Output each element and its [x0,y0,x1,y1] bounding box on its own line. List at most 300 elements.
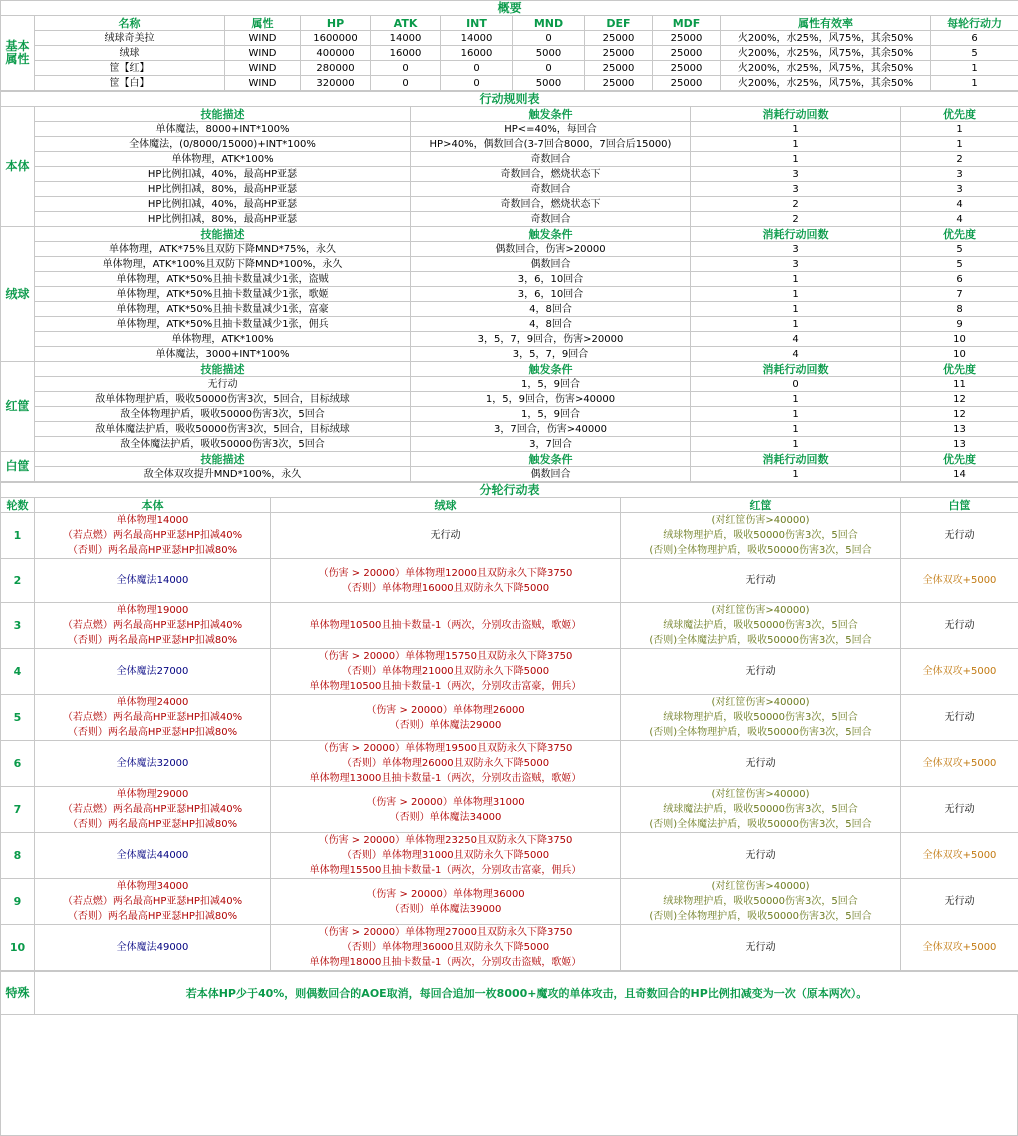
rules-cell: 敌全体魔法护盾，吸收50000伤害3次，5回合 [35,437,411,452]
cell: 0 [441,61,513,76]
rules-cell: 1 [691,407,901,422]
cell: 5000 [513,76,585,91]
action-line: （否则）单体魔法39000 [273,902,618,917]
red-basket-action-cell [621,741,901,787]
rules-cell: 1 [901,137,1018,152]
action-line: 全体双攻+5000 [903,848,1016,863]
rules-cell: 13 [901,437,1018,452]
round-row [1,695,1018,741]
rules-cell: 1 [691,272,901,287]
round-row [1,513,1018,559]
action-line: （否则）单体物理31000且双防永久下降5000 [273,848,618,863]
cell: 14000 [371,31,441,46]
action-line: 无行动 [273,528,618,543]
rules-cell: 偶数回合，伤害>20000 [411,242,691,257]
rules-cell: 敌单体物理护盾，吸收50000伤害3次，5回合，目标绒球 [35,392,411,407]
action-line: (对红筐伤害>40000) [623,879,898,894]
rules-cell: 单体物理，ATK*100%且双防下降MND*100%，永久 [35,257,411,272]
red-basket-action-cell [621,787,901,833]
action-line: （否则）两名最高HP亚瑟HP扣减80% [37,725,268,740]
action-line: （若点燃）两名最高HP亚瑟HP扣减40% [37,528,268,543]
action-line: （否则）两名最高HP亚瑟HP扣减80% [37,633,268,648]
rules-cell: 7 [901,287,1018,302]
action-line: 全体双攻+5000 [903,573,1016,588]
special-label: 特殊 [1,972,35,1015]
cell: 16000 [441,46,513,61]
action-line: 单体物理19000 [37,603,268,618]
rules-cell: 3 [691,182,901,197]
rules-cell: 13 [901,422,1018,437]
rules-cell: 3，5，7，9回合，伤害>20000 [411,332,691,347]
action-line: （否则）两名最高HP亚瑟HP扣减80% [37,817,268,832]
action-line: （否则）单体物理16000且双防永久下降5000 [273,581,618,596]
rules-header-cell: 技能描述 [35,227,411,242]
rules-cell: HP比例扣减，80%，最高HP亚瑟 [35,212,411,227]
cell: 火200%，水25%，风75%，其余50% [721,46,931,61]
action-line: 全体魔法14000 [37,573,268,588]
cell: 绒球 [35,46,225,61]
rules-cell: 3，7回合，伤害>40000 [411,422,691,437]
rules-row [1,212,1018,227]
rules-row [1,332,1018,347]
rules-cell: 1 [691,422,901,437]
action-line: 单体物理10500且抽卡数量-1（两次，分别攻击盗贼，歌姬） [273,618,618,633]
round-row [1,649,1018,695]
body-action-cell [35,925,271,971]
action-line: 单体物理13000且抽卡数量-1（两次，分别攻击盗贼，歌姬） [273,771,618,786]
rules-header-cell: 优先度 [901,227,1018,242]
round-number: 2 [1,559,35,603]
rules-cell: 奇数回合 [411,182,691,197]
round-number: 7 [1,787,35,833]
rounds-header-cell: 绒球 [271,498,621,513]
body-action-cell [35,603,271,649]
cell: 0 [371,76,441,91]
action-line: 全体双攻+5000 [903,756,1016,771]
cell: 0 [441,76,513,91]
cell: 1600000 [301,31,371,46]
rules-header-cell: 触发条件 [411,452,691,467]
rules-cell: 10 [901,332,1018,347]
rules-cell: 3，6，10回合 [411,272,691,287]
action-line: 无行动 [623,848,898,863]
rules-header-cell: 优先度 [901,362,1018,377]
rules-row [1,347,1018,362]
action-line: （否则）单体物理26000且双防永久下降5000 [273,756,618,771]
rules-cell: 敌全体物理护盾，吸收50000伤害3次，5回合 [35,407,411,422]
rules-cell: 4 [901,197,1018,212]
rules-header-row [1,362,1018,377]
overview-header-cell: MDF [653,16,721,31]
action-line: (否则)全体物理护盾，吸收50000伤害3次，5回合 [623,543,898,558]
rules-header-cell: 优先度 [901,452,1018,467]
action-line: (对红筐伤害>40000) [623,603,898,618]
rules-cell: 12 [901,407,1018,422]
body-action-cell [35,649,271,695]
rules-cell: 3 [691,257,901,272]
rules-cell: 1 [691,152,901,167]
rules-header-cell: 消耗行动回数 [691,107,901,122]
rules-row [1,302,1018,317]
puff-action-cell [271,925,621,971]
cell: 火200%，水25%，风75%，其余50% [721,76,931,91]
action-line: 绒球魔法护盾，吸收50000伤害3次，5回合 [623,618,898,633]
white-basket-action-cell [901,787,1018,833]
action-line: 绒球物理护盾，吸收50000伤害3次，5回合 [623,710,898,725]
action-line: 无行动 [623,573,898,588]
rules-header-row [1,227,1018,242]
rules-cell: 2 [691,197,901,212]
red-basket-action-cell [621,603,901,649]
cell: 0 [371,61,441,76]
cell: 25000 [653,76,721,91]
action-line: 单体物理34000 [37,879,268,894]
special-table [0,971,1018,1015]
rules-row [1,182,1018,197]
rules-header-row [1,452,1018,467]
body-action-cell [35,833,271,879]
white-basket-action-cell [901,833,1018,879]
rules-row [1,287,1018,302]
cell: 0 [513,31,585,46]
round-row [1,559,1018,603]
rules-cell: 8 [901,302,1018,317]
rules-cell: 1 [691,317,901,332]
action-line: （若点燃）两名最高HP亚瑟HP扣减40% [37,894,268,909]
overview-header-cell: ATK [371,16,441,31]
action-line: （若点燃）两名最高HP亚瑟HP扣减40% [37,710,268,725]
rules-row [1,272,1018,287]
action-line: 全体魔法49000 [37,940,268,955]
rules-row [1,377,1018,392]
rules-cell: 敌全体双攻提升MND*100%，永久 [35,467,411,482]
overview-row [1,76,1018,91]
rules-cell: 2 [901,152,1018,167]
rules-row [1,167,1018,182]
cell: 25000 [585,31,653,46]
round-number: 4 [1,649,35,695]
overview-header-cell: HP [301,16,371,31]
puff-action-cell [271,695,621,741]
cell: 1 [931,61,1018,76]
rules-cell: 5 [901,242,1018,257]
red-basket-action-cell [621,695,901,741]
rules-cell: 1 [691,437,901,452]
rules-row [1,467,1018,482]
white-basket-action-cell [901,559,1018,603]
rules-row [1,407,1018,422]
cell: 25000 [585,76,653,91]
cell: 320000 [301,76,371,91]
body-action-cell [35,741,271,787]
white-basket-action-cell [901,879,1018,925]
cell: 1 [931,76,1018,91]
action-line: (对红筐伤害>40000) [623,513,898,528]
rules-cell: 4 [691,332,901,347]
cell: 25000 [653,61,721,76]
action-line: 单体物理10500且抽卡数量-1（两次，分别攻击富豪，佣兵） [273,679,618,694]
rules-cell: 1 [691,137,901,152]
white-basket-action-cell [901,649,1018,695]
action-line: 全体魔法27000 [37,664,268,679]
rules-cell: 奇数回合 [411,152,691,167]
puff-action-cell [271,513,621,559]
rules-cell: 无行动 [35,377,411,392]
action-line: 无行动 [903,802,1016,817]
rounds-header-cell: 轮数 [1,498,35,513]
rules-cell: HP比例扣减，40%，最高HP亚瑟 [35,167,411,182]
action-line: （伤害 > 20000）单体物理23250且双防永久下降3750 [273,833,618,848]
rules-cell: 3 [901,182,1018,197]
cell: 16000 [371,46,441,61]
rules-cell: 3 [691,167,901,182]
red-basket-action-cell [621,833,901,879]
action-line: 无行动 [903,710,1016,725]
action-line: 无行动 [903,528,1016,543]
rounds-header-row [1,498,1018,513]
body-action-cell [35,787,271,833]
action-line: （否则）单体物理36000且双防永久下降5000 [273,940,618,955]
rules-header-cell: 触发条件 [411,107,691,122]
rules-cell: 1 [691,287,901,302]
rules-cell: 1 [691,302,901,317]
red-basket-action-cell [621,879,901,925]
rounds-header-cell: 红筐 [621,498,901,513]
rules-cell: HP>40%，偶数回合(3-7回合8000，7回合后15000) [411,137,691,152]
rules-header-cell: 消耗行动回数 [691,227,901,242]
rules-cell: 10 [901,347,1018,362]
action-line: （否则）单体物理21000且双防永久下降5000 [273,664,618,679]
overview-title: 概要 [1,1,1018,16]
cell: WIND [225,76,301,91]
rules-cell: 单体魔法，8000+INT*100% [35,122,411,137]
body-action-cell [35,879,271,925]
overview-row [1,31,1018,46]
rounds-title: 分轮行动表 [1,483,1018,498]
rules-group-label: 白筐 [1,452,35,482]
overview-header-cell: 每轮行动力 [931,16,1018,31]
rules-row [1,197,1018,212]
overview-row [1,61,1018,76]
cell: 绒球奇美拉 [35,31,225,46]
action-line: 无行动 [903,894,1016,909]
overview-row [1,46,1018,61]
overview-header-cell: 属性有效率 [721,16,931,31]
rules-cell: 5 [901,257,1018,272]
rules-title: 行动规则表 [1,92,1018,107]
cell: 6 [931,31,1018,46]
rules-cell: 3，6，10回合 [411,287,691,302]
action-line: 绒球物理护盾，吸收50000伤害3次，5回合 [623,528,898,543]
rules-header-cell: 技能描述 [35,452,411,467]
cell: 火200%，水25%，风75%，其余50% [721,61,931,76]
action-line: （否则）两名最高HP亚瑟HP扣减80% [37,909,268,924]
rules-cell: 4 [691,347,901,362]
rules-header-row [1,107,1018,122]
rules-cell: 1 [691,122,901,137]
overview-header-cell: 属性 [225,16,301,31]
cell: 25000 [653,31,721,46]
round-row [1,925,1018,971]
round-number: 9 [1,879,35,925]
cell: 25000 [585,46,653,61]
cell: 14000 [441,31,513,46]
body-action-cell [35,559,271,603]
rules-header-cell: 消耗行动回数 [691,452,901,467]
cell: 5000 [513,46,585,61]
rules-cell: 单体物理，ATK*50%且抽卡数量减少1张，富豪 [35,302,411,317]
white-basket-action-cell [901,695,1018,741]
rules-cell: 单体物理，ATK*100% [35,152,411,167]
red-basket-action-cell [621,649,901,695]
action-line: 单体物理14000 [37,513,268,528]
action-line: 无行动 [903,618,1016,633]
rules-cell: 4，8回合 [411,302,691,317]
empty-area [0,1015,1018,1136]
rules-cell: 3 [691,242,901,257]
rules-cell: HP比例扣减，80%，最高HP亚瑟 [35,182,411,197]
action-line: （若点燃）两名最高HP亚瑟HP扣减40% [37,802,268,817]
rules-cell: HP比例扣减，40%，最高HP亚瑟 [35,197,411,212]
round-row [1,833,1018,879]
puff-action-cell [271,603,621,649]
rules-header-cell: 触发条件 [411,227,691,242]
action-line: （否则）单体魔法29000 [273,718,618,733]
rules-cell: 1 [691,392,901,407]
rules-row [1,317,1018,332]
red-basket-action-cell [621,559,901,603]
rounds-header-cell: 白筐 [901,498,1018,513]
action-line: （伤害 > 20000）单体物理15750且双防永久下降3750 [273,649,618,664]
rules-cell: 敌单体魔法护盾，吸收50000伤害3次，5回合，目标绒球 [35,422,411,437]
action-line: 全体魔法32000 [37,756,268,771]
rules-header-cell: 技能描述 [35,107,411,122]
rules-group-label: 本体 [1,107,35,227]
puff-action-cell [271,879,621,925]
rules-cell: 奇数回合，燃烧状态下 [411,167,691,182]
rules-header-cell: 触发条件 [411,362,691,377]
rules-table [0,91,1018,482]
red-basket-action-cell [621,925,901,971]
round-number: 1 [1,513,35,559]
white-basket-action-cell [901,741,1018,787]
overview-side-label: 基本属性 [1,16,35,91]
cell: 筐【红】 [35,61,225,76]
puff-action-cell [271,787,621,833]
white-basket-action-cell [901,925,1018,971]
action-line: 全体双攻+5000 [903,940,1016,955]
round-row [1,741,1018,787]
round-number: 3 [1,603,35,649]
rules-cell: 单体魔法，3000+INT*100% [35,347,411,362]
cell: 25000 [653,46,721,61]
rules-cell: 奇数回合，燃烧状态下 [411,197,691,212]
rules-group-label: 绒球 [1,227,35,362]
cell: 280000 [301,61,371,76]
rules-cell: 1，5，9回合 [411,377,691,392]
rules-cell: 3，7回合 [411,437,691,452]
cell: 25000 [585,61,653,76]
action-line: 无行动 [623,940,898,955]
action-line: (否则)全体物理护盾，吸收50000伤害3次，5回合 [623,725,898,740]
puff-action-cell [271,649,621,695]
rules-cell: 6 [901,272,1018,287]
rules-cell: 偶数回合 [411,257,691,272]
rules-cell: 0 [691,377,901,392]
puff-action-cell [271,559,621,603]
rules-header-cell: 技能描述 [35,362,411,377]
action-line: 全体魔法44000 [37,848,268,863]
rules-cell: 4，8回合 [411,317,691,332]
action-line: （伤害 > 20000）单体物理27000且双防永久下降3750 [273,925,618,940]
action-line: 全体双攻+5000 [903,664,1016,679]
white-basket-action-cell [901,603,1018,649]
rules-row [1,242,1018,257]
round-number: 6 [1,741,35,787]
rules-cell: HP<=40%，每回合 [411,122,691,137]
body-action-cell [35,695,271,741]
rules-cell: 单体物理，ATK*50%且抽卡数量减少1张，盗贼 [35,272,411,287]
rules-cell: 单体物理，ATK*50%且抽卡数量减少1张，歌姬 [35,287,411,302]
action-line: （伤害 > 20000）单体物理31000 [273,795,618,810]
action-line: 无行动 [623,756,898,771]
rules-cell: 1，5，9回合 [411,407,691,422]
rules-cell: 单体物理，ATK*50%且抽卡数量减少1张，佣兵 [35,317,411,332]
action-line: 单体物理29000 [37,787,268,802]
action-line: 单体物理15500且抽卡数量-1（两次，分别攻击富豪，佣兵） [273,863,618,878]
overview-header-cell: MND [513,16,585,31]
rules-row [1,422,1018,437]
rules-cell: 偶数回合 [411,467,691,482]
action-line: (否则)全体魔法护盾，吸收50000伤害3次，5回合 [623,633,898,648]
rules-cell: 3 [901,167,1018,182]
rules-cell: 1 [901,122,1018,137]
rules-cell: 全体魔法，(0/8000/15000)+INT*100% [35,137,411,152]
overview-header-cell: DEF [585,16,653,31]
overview-header-row [1,16,1018,31]
rules-cell: 3，5，7，9回合 [411,347,691,362]
overview-table [0,0,1018,91]
action-line: (对红筐伤害>40000) [623,695,898,710]
round-row [1,787,1018,833]
action-line: 绒球物理护盾，吸收50000伤害3次，5回合 [623,894,898,909]
cell: WIND [225,46,301,61]
puff-action-cell [271,741,621,787]
rounds-table [0,482,1018,971]
rules-header-cell: 优先度 [901,107,1018,122]
action-line: 绒球魔法护盾，吸收50000伤害3次，5回合 [623,802,898,817]
action-line: （否则）两名最高HP亚瑟HP扣减80% [37,543,268,558]
rules-cell: 4 [901,212,1018,227]
action-line: 单体物理18000且抽卡数量-1（两次，分别攻击盗贼，歌姬） [273,955,618,970]
cell: 5 [931,46,1018,61]
round-row [1,879,1018,925]
rules-cell: 12 [901,392,1018,407]
special-note: 若本体HP少于40%，则偶数回合的AOE取消，每回合追加一枚8000+魔攻的单体攻击，且奇数回合的HP比例扣减变为一次（原本两次）。 [35,972,1018,1015]
body-action-cell [35,513,271,559]
cell: 400000 [301,46,371,61]
rules-cell: 单体物理，ATK*75%且双防下降MND*75%，永久 [35,242,411,257]
cell: WIND [225,31,301,46]
overview-header-cell: INT [441,16,513,31]
round-number: 8 [1,833,35,879]
rules-header-cell: 消耗行动回数 [691,362,901,377]
rules-cell: 9 [901,317,1018,332]
action-line: (否则)全体魔法护盾，吸收50000伤害3次，5回合 [623,817,898,832]
rules-cell: 1，5，9回合，伤害>40000 [411,392,691,407]
cell: 筐【白】 [35,76,225,91]
action-line: 单体物理24000 [37,695,268,710]
